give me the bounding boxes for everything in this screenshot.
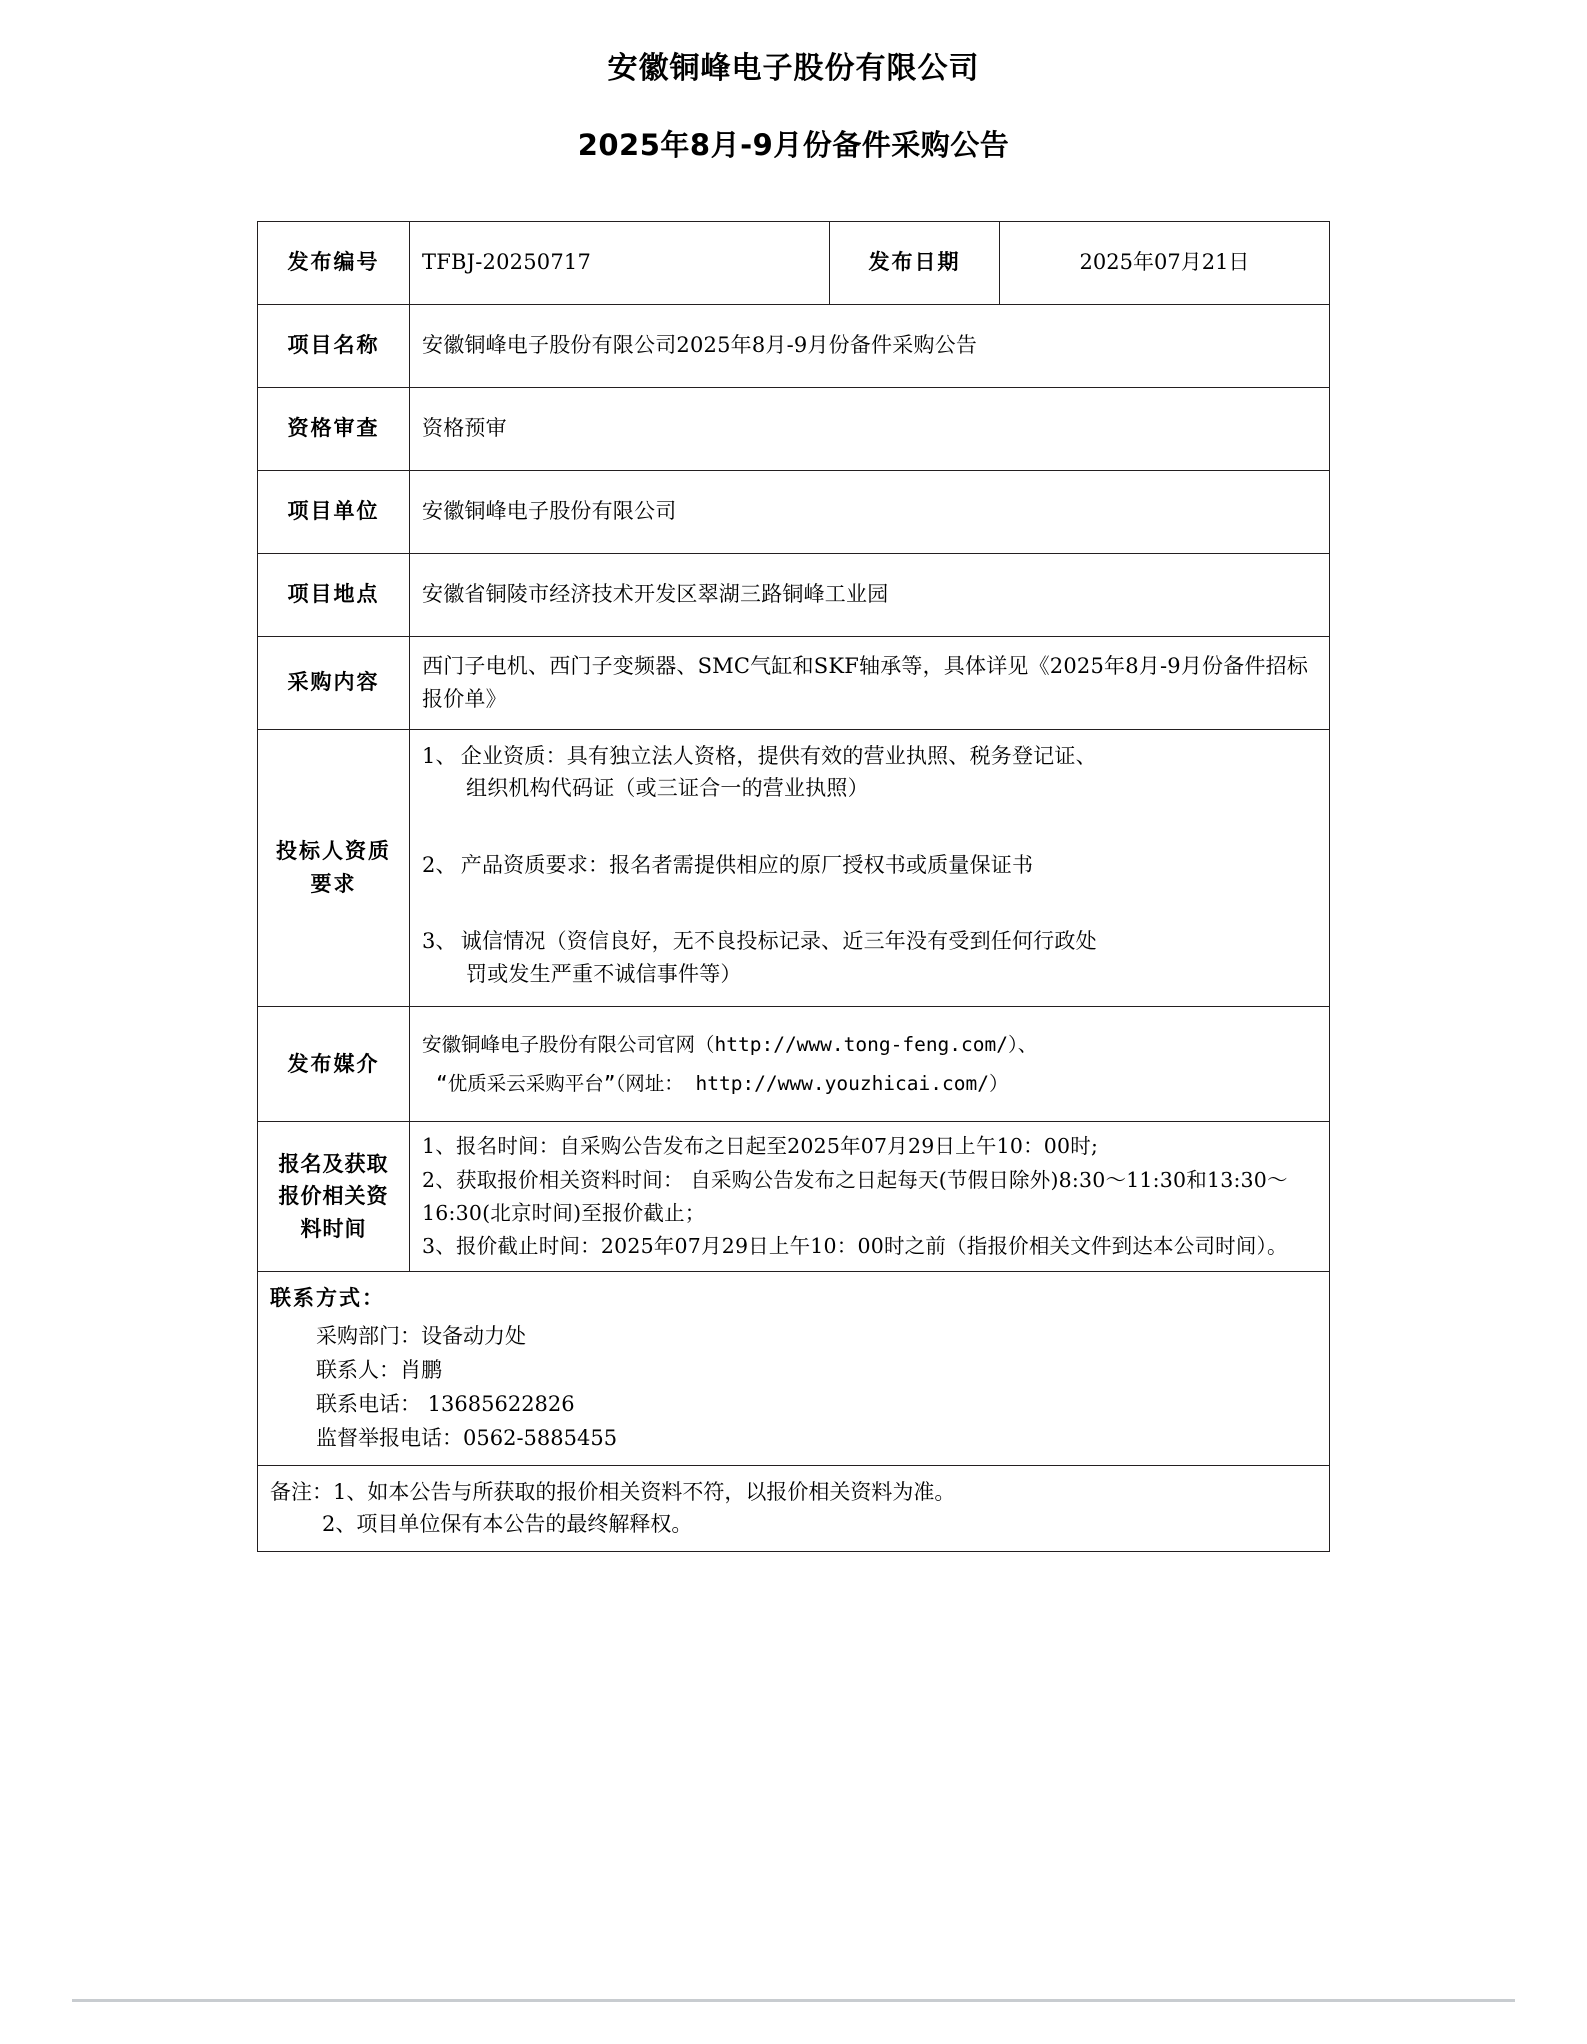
- publish-no-value: TFBJ-20250717: [410, 221, 830, 304]
- contact-phone: 联系电话： 13685622826: [316, 1391, 575, 1416]
- media-line-official-site: 安徽铜峰电子股份有限公司官网（http://www.tong-feng.com/）、: [422, 1033, 1038, 1057]
- project-name-value: 安徽铜峰电子股份有限公司2025年8月-9月份备件采购公告: [410, 304, 1330, 387]
- table-row: [258, 1272, 1330, 1466]
- qual-item-num: 1、: [422, 743, 457, 768]
- qual-item-line1: 企业资质：具有独立法人资格，提供有效的营业执照、税务登记证、: [460, 743, 1097, 768]
- qual-item-num: 3、: [422, 929, 457, 954]
- contact-department: 采购部门：设备动力处: [316, 1323, 526, 1348]
- media-value: [410, 1007, 1330, 1122]
- list-item: [422, 925, 1317, 990]
- publish-no-label: 发布编号: [258, 221, 410, 304]
- table-row: [258, 636, 1330, 729]
- document-subtitle: 2025年8月-9月份备件采购公告: [577, 128, 1010, 162]
- qualification-check-value: 资格预审: [410, 387, 1330, 470]
- project-unit-label: 项目单位: [258, 470, 410, 553]
- table-row: [258, 304, 1330, 387]
- note-line-2: 2、项目单位保有本公告的最终解释权。: [322, 1512, 693, 1537]
- project-location-value: 安徽省铜陵市经济技术开发区翠湖三路铜峰工业园: [410, 553, 1330, 636]
- purchase-content-label: 采购内容: [258, 636, 410, 729]
- table-row: [258, 387, 1330, 470]
- purchase-content-value: 西门子电机、西门子变频器、SMC气缸和SKF轴承等，具体详见《2025年8月-9月份备件招标报价单》: [410, 636, 1330, 729]
- bidder-qualification-value: [410, 729, 1330, 1007]
- table-row: [258, 1465, 1330, 1551]
- table-row: [258, 221, 1330, 304]
- signup-line: 1、报名时间：自采购公告发布之日起至2025年07月29日上午10：00时;: [422, 1134, 1099, 1159]
- project-name-label: 项目名称: [258, 304, 410, 387]
- qual-item-line2: 罚或发生严重不诚信事件等）: [466, 961, 742, 986]
- contact-info-cell: [258, 1272, 1330, 1466]
- announcement-table: [257, 221, 1330, 1552]
- contact-supervision-phone: 监督举报电话：0562-5885455: [316, 1425, 618, 1450]
- project-location-label: 项目地点: [258, 553, 410, 636]
- media-line-platform: “优质采云采购平台”（网址： http://www.youzhicai.com/）: [436, 1072, 1009, 1096]
- contact-title: 联系方式：: [270, 1285, 385, 1311]
- note-cell: [258, 1465, 1330, 1551]
- footer-divider: [72, 1999, 1515, 2002]
- publish-date-value: 2025年07月21日: [1000, 221, 1330, 304]
- document-header: [0, 48, 1587, 166]
- qual-item-line1: 产品资质要求：报名者需提供相应的原厂授权书或质量保证书: [460, 852, 1034, 877]
- qual-item-line1: 诚信情况（资信良好，无不良投标记录、近三年没有受到任何行政处: [460, 929, 1097, 954]
- table-row: [258, 470, 1330, 553]
- table-row: [258, 1122, 1330, 1272]
- table-row: [258, 729, 1330, 1007]
- contact-person: 联系人：肖鹏: [316, 1357, 442, 1382]
- qual-item-num: 2、: [422, 852, 457, 877]
- signup-line: 3、报价截止时间：2025年07月29日上午10：00时之前（指报价相关文件到达本公司时间）。: [422, 1233, 1288, 1258]
- list-item: [422, 849, 1317, 882]
- media-label: 发布媒介: [258, 1007, 410, 1122]
- signup-line: 2、获取报价相关资料时间： 自采购公告发布之日起每天(节假日除外)8:30～11:30和13:30～16:30(北京时间)至报价截止；: [422, 1167, 1288, 1225]
- qual-item-line2: 组织机构代码证（或三证合一的营业执照）: [466, 776, 869, 801]
- table-row: [258, 1007, 1330, 1122]
- company-title: 安徽铜峰电子股份有限公司: [607, 51, 980, 86]
- list-item: [422, 740, 1317, 805]
- table-row: [258, 553, 1330, 636]
- signup-time-label: 报名及获取报价相关资料时间: [258, 1122, 410, 1272]
- publish-date-label: 发布日期: [830, 221, 1000, 304]
- qualification-check-label: 资格审查: [258, 387, 410, 470]
- note-line-1: 备注：1、如本公告与所获取的报价相关资料不符，以报价相关资料为准。: [270, 1479, 956, 1504]
- bidder-qualification-label: 投标人资质要求: [258, 729, 410, 1007]
- signup-time-value: [410, 1122, 1330, 1272]
- project-unit-value: 安徽铜峰电子股份有限公司: [410, 470, 1330, 553]
